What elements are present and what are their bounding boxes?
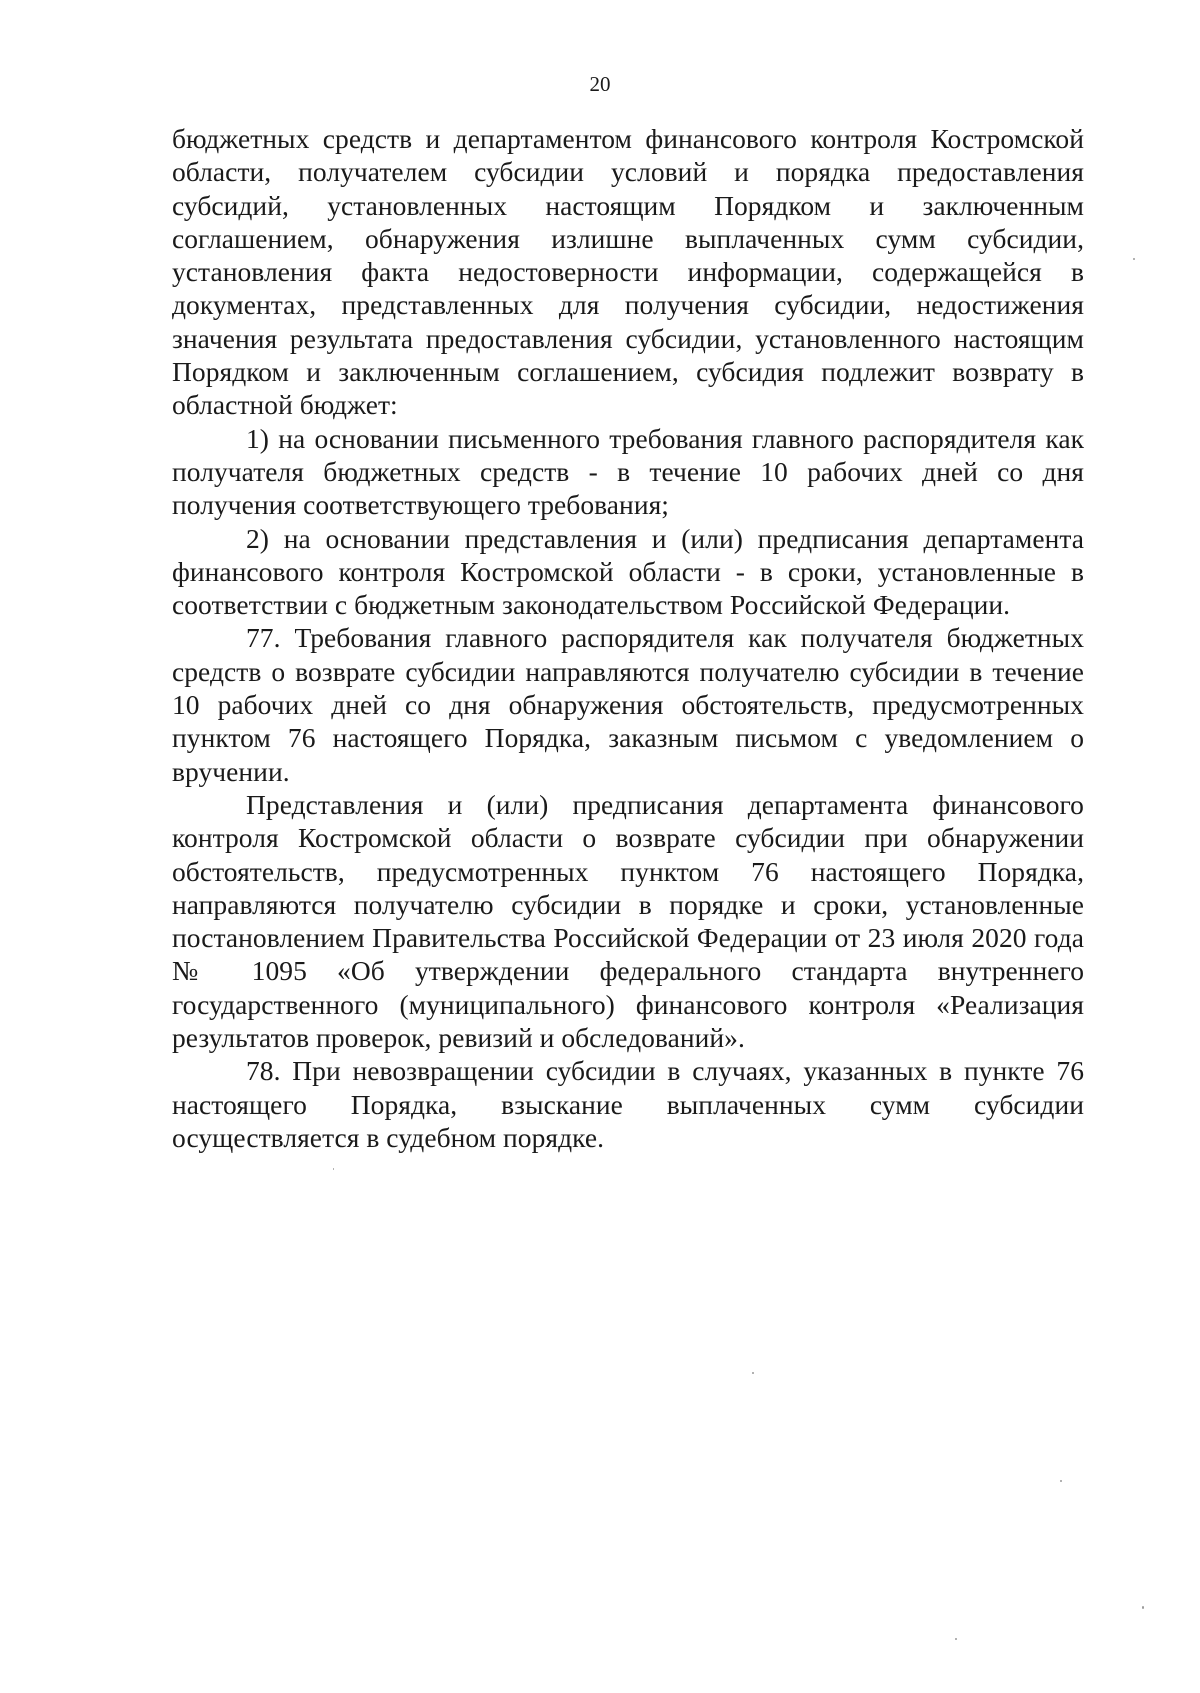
scan-speck xyxy=(752,1372,754,1374)
clause-77-second-paragraph: Представления и (или) предписания департамента финансового контроля Костромской области о возврате субсидии при обнаружении обстоятельств, предусмотренных пунктом 76 настоящего Порядка, направляются получателю субсидии в порядке и сроки, установленные постановлением Правительства Российской Федерации от 23 июля 2020 года № 1095 «Об утверждении федерального стандарта внутреннего государственного (муниципального) финансового контроля «Реализация результатов проверок, ревизий и обследований». xyxy=(172,788,1084,1054)
list-item-1: 1) на основании письменного требования главного распорядителя как получателя бюджетных средств - в течение 10 рабочих дней со дня получения соответствующего требования; xyxy=(172,422,1084,521)
scan-speck xyxy=(955,1638,957,1640)
scan-speck xyxy=(1133,258,1135,260)
document-body xyxy=(172,122,1084,1154)
page-number: 20 xyxy=(589,72,611,96)
scan-speck xyxy=(333,1168,334,1170)
clause-77: 77. Требования главного распорядителя как получателя бюджетных средств о возврате субсидии направляются получателю субсидии в течение 10 рабочих дней со дня обнаружения обстоятельств, предусмотренных пунктом 76 настоящего Порядка, заказным письмом с уведомлением о вручении. xyxy=(172,622,1084,787)
scan-speck xyxy=(1060,1480,1062,1482)
list-item-2: 2) на основании представления и (или) предписания департамента финансового контроля Костромской области - в сроки, установленные в соответствии с бюджетным законодательством Российской Федерации. xyxy=(172,522,1084,621)
scan-speck xyxy=(1142,1606,1144,1609)
paragraph-continuation: бюджетных средств и департаментом финансового контроля Костромской области, получателем субсидии условий и порядка предоставления субсидий, установленных настоящим Порядком и заключенным соглашением, обнаружения излишне выплаченных сумм субсидии, установления факта недостоверности информации, содержащейся в документах, представленных для получения субсидии, недостижения значения результата предоставления субсидии, установленного настоящим Порядком и заключенным соглашением, субсидия подлежит возврату в областной бюджет: xyxy=(172,123,1084,421)
clause-78: 78. При невозвращении субсидии в случаях, указанных в пункте 76 настоящего Порядка, взыскание выплаченных сумм субсидии осуществляется в судебном порядке. xyxy=(172,1055,1084,1153)
